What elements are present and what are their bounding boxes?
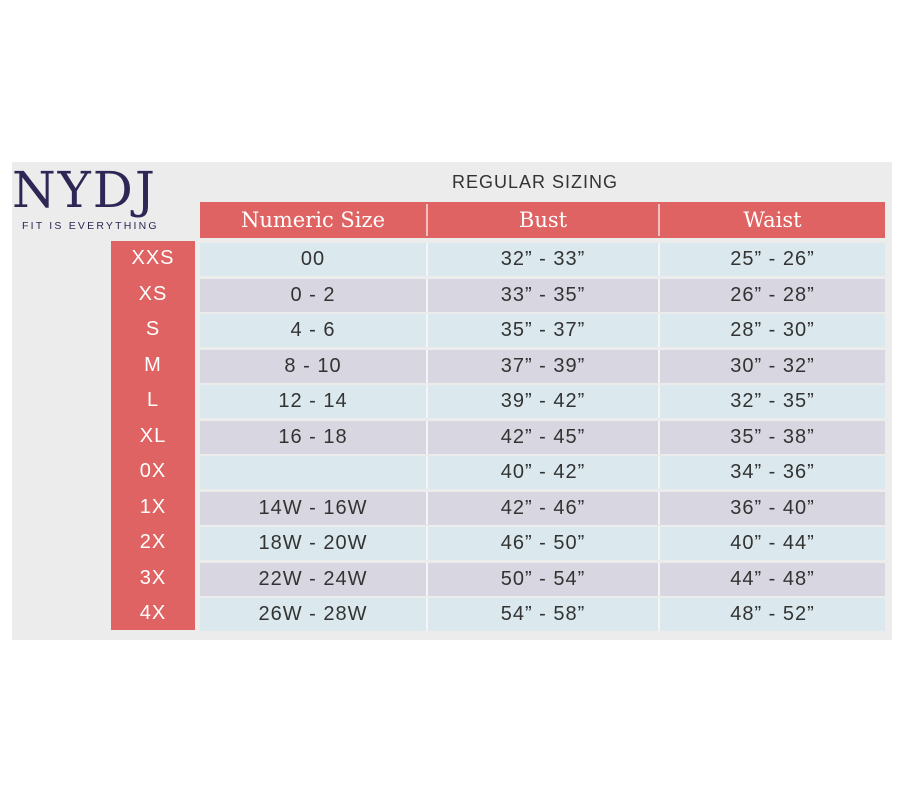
waist-cell: 36” - 40” [730,496,815,519]
numeric-size-cell: 26W - 28W [258,603,368,625]
table-row [200,456,885,489]
size-label: 3X [139,566,167,589]
bust-cell: 32” - 33” [500,248,586,270]
table-row [200,314,885,347]
chart-title: REGULAR SIZING [451,172,619,192]
size-label: XS [138,282,168,305]
table-row [200,527,885,560]
numeric-size-cell: 14W - 16W [258,496,368,519]
size-label: XL [139,424,167,447]
size-label: S [145,318,161,340]
waist-cell: 28” - 30” [730,319,815,341]
waist-cell: 26” - 28” [730,283,815,306]
bust-cell: 37” - 39” [500,354,586,377]
bust-cell: 54” - 58” [500,603,586,625]
size-label: 2X [139,531,167,553]
numeric-size-cell: 12 - 14 [278,390,348,412]
table-row [200,421,885,454]
column-header-numeric-size: Numeric Size [240,208,386,232]
table-row [200,563,885,596]
table-header [200,202,885,238]
waist-cell: 34” - 36” [730,461,815,483]
bust-cell: 50” - 54” [500,567,586,590]
numeric-size-cell: 4 - 6 [290,319,336,341]
numeric-size-cell: 22W - 24W [258,567,368,590]
numeric-size-cell: 16 - 18 [278,425,348,448]
column-header-waist: Waist [743,208,802,232]
numeric-size-cell: 8 - 10 [284,354,342,377]
table-row [200,492,885,525]
bust-cell: 42” - 45” [500,425,586,448]
bust-cell: 46” - 50” [500,532,586,554]
bust-cell: 42” - 46” [500,496,586,519]
brand-name: NYDJ [12,161,157,219]
numeric-size-cell: 18W - 20W [258,532,368,554]
waist-cell: 30” - 32” [730,354,815,377]
waist-cell: 32” - 35” [730,390,815,412]
size-label: 0X [139,460,167,482]
table-row [200,385,885,418]
brand-logo [12,160,202,240]
waist-cell: 40” - 44” [730,532,815,554]
table-row [200,243,885,276]
numeric-size-cell [200,456,426,489]
bust-cell: 39” - 42” [500,390,586,412]
size-label-column [111,241,195,630]
numeric-size-cell: 00 [300,248,326,270]
table-row [200,350,885,383]
table-row [200,598,885,631]
bust-cell: 33” - 35” [500,283,586,306]
size-label: M [144,353,162,376]
waist-cell: 25” - 26” [730,248,815,270]
bust-cell: 40” - 42” [500,461,586,483]
bust-cell: 35” - 37” [500,319,586,341]
waist-cell: 44” - 48” [730,567,815,590]
numeric-size-cell: 0 - 2 [290,283,336,306]
size-label: 1X [139,495,167,518]
size-label: L [146,389,160,411]
size-label: 4X [139,602,167,624]
brand-tagline: FIT IS EVERYTHING [22,220,159,232]
size-label: XXS [131,247,175,269]
waist-cell: 35” - 38” [730,425,815,448]
column-header-bust: Bust [518,208,568,232]
waist-cell: 48” - 52” [730,603,815,625]
table-row [200,279,885,312]
